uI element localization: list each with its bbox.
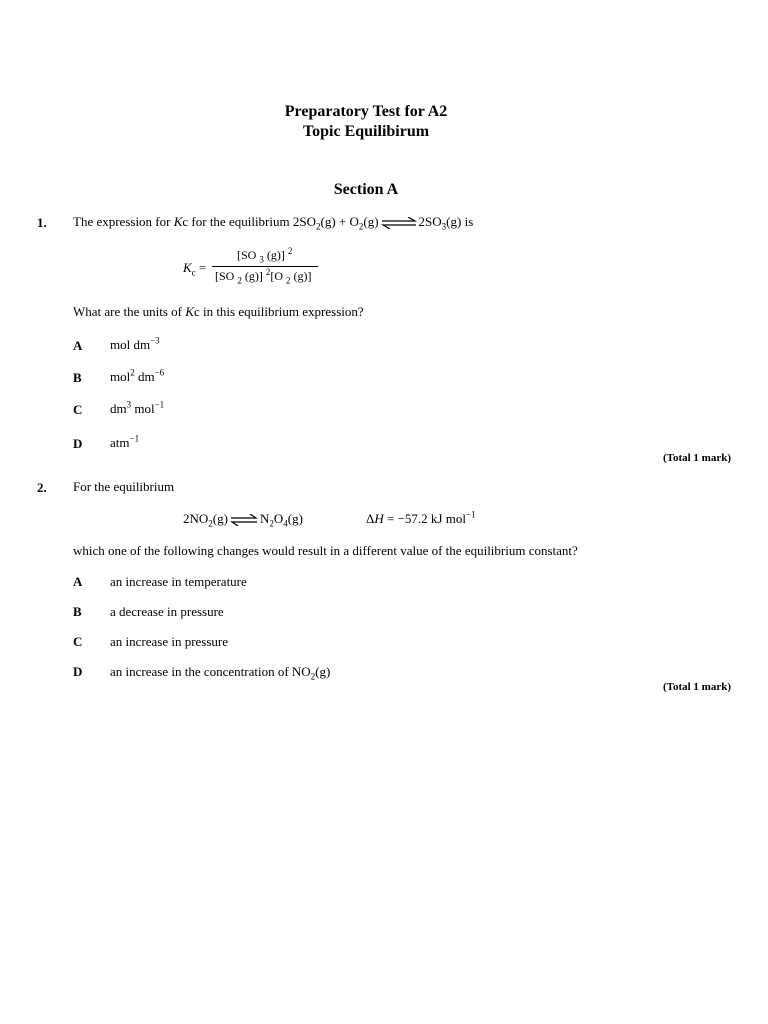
q2-option-a-text[interactable]: an increase in temperature [110,574,247,589]
question-1-prompt: What are the units of Kc in this equilibrium expression? [73,304,364,319]
q1-option-d-letter[interactable]: D [73,436,83,451]
q1-option-b-text[interactable]: mol$^2$ $dm^{-6}$ [110,367,165,384]
section-heading: Section A [333,181,399,198]
question-2-prompt: which one of the following changes would result in a different value of the equilibrium constant? [73,543,578,558]
q2-option-a-letter[interactable]: A [73,574,83,589]
kc-denominator: [SO $_2$ (g)] $^2$[O $_2$ (g)] [215,267,312,286]
q2-equation: $2NO_2(g)$ $N_2O_4(g)$ [183,511,303,529]
q2-option-d-letter[interactable]: D [73,664,83,679]
q1-option-c-text[interactable]: $dm^3$ mol$^{-1}$ [110,399,165,416]
q1-option-c-letter[interactable]: C [73,402,83,417]
topic-title: Topic Equilibirum [302,123,430,140]
question-2-stem: For the equilibrium [73,479,175,494]
q2-enthalpy: ΔH = −57.2 kJ mol$^{-1}$ [366,509,476,526]
q2-option-c-letter[interactable]: C [73,634,83,649]
q1-option-a-letter[interactable]: A [73,338,83,353]
q2-total-mark: (Total 1 mark) [662,681,731,693]
q2-option-b-text[interactable]: a decrease in pressure [110,604,224,619]
q1-option-b-letter[interactable]: B [73,370,82,385]
page-title: Preparatory Test for A2 [284,103,448,120]
kc-numerator: [SO $_3$ (g)] $^2$ [237,246,293,265]
equilibrium-arrow-icon [381,217,417,229]
q2-option-d-text[interactable]: an increase in the concentration of $NO_2(g)$ [110,664,331,682]
question-1-number: 1. [37,215,47,230]
q2-option-c-text[interactable]: an increase in pressure [110,634,229,649]
q1-option-a-text[interactable]: mol $dm^{-3}$ [110,335,160,352]
kc-label: $K_c$ = [183,260,207,278]
q1-total-mark: (Total 1 mark) [662,452,731,464]
q2-option-b-letter[interactable]: B [73,604,82,619]
equilibrium-arrow-icon [230,514,258,526]
q1-option-d-text[interactable]: atm$^{-1}$ [110,433,140,450]
question-2-number: 2. [37,480,47,495]
question-1-stem: The expression for Kc for the equilibrium $2SO_2(g) + O_2(g)$ $2SO_3(g)$ is [73,214,474,232]
